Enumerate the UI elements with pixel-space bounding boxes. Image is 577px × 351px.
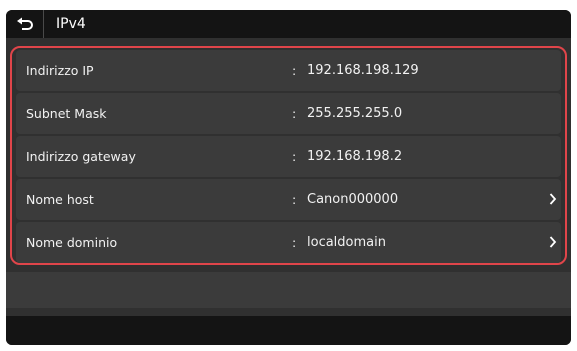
row-separator: : <box>292 192 297 207</box>
row-value: 255.255.255.0 <box>307 106 403 121</box>
row-separator: : <box>292 63 297 78</box>
page-title: IPv4 <box>56 16 86 32</box>
row-label: Indirizzo IP <box>26 63 94 78</box>
row-value: 192.168.198.129 <box>307 63 419 78</box>
row-separator: : <box>292 149 297 164</box>
row-separator: : <box>292 106 297 121</box>
ipv4-settings-list <box>10 46 567 265</box>
row-value: localdomain <box>307 235 386 250</box>
row-host-name[interactable] <box>16 179 561 220</box>
back-arrow-icon <box>16 16 34 32</box>
row-value: Canon000000 <box>307 192 399 207</box>
bottom-bar <box>6 316 571 345</box>
row-value: 192.168.198.2 <box>307 149 403 164</box>
title-bar <box>6 10 571 38</box>
back-button[interactable] <box>6 10 44 38</box>
row-gateway-address <box>16 136 561 177</box>
chevron-right-icon <box>549 192 557 206</box>
row-label: Subnet Mask <box>26 106 107 121</box>
row-label: Nome host <box>26 192 94 207</box>
empty-list-area <box>6 272 571 308</box>
row-separator: : <box>292 235 297 250</box>
row-label: Nome dominio <box>26 235 118 250</box>
row-ip-address <box>16 50 561 91</box>
row-subnet-mask <box>16 93 561 134</box>
row-label: Indirizzo gateway <box>26 149 136 164</box>
device-screen <box>6 10 571 345</box>
chevron-right-icon <box>549 235 557 249</box>
row-domain-name[interactable] <box>16 222 561 263</box>
